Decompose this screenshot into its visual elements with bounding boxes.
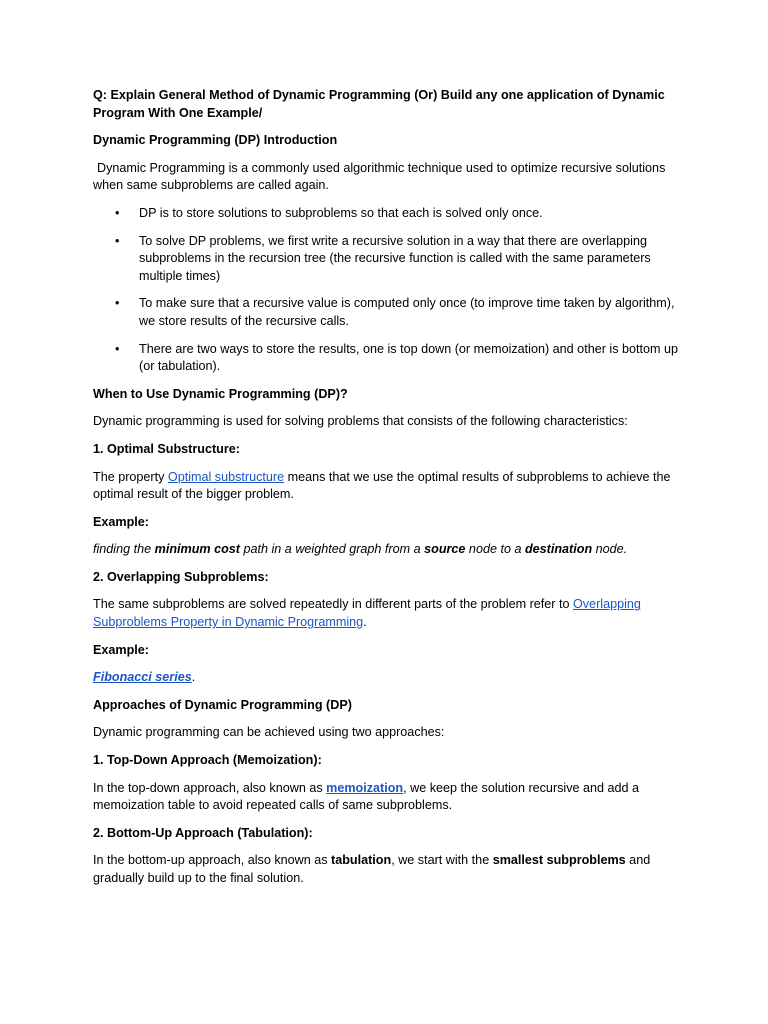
document-body bbox=[93, 87, 678, 898]
bullet-item: • There are two ways to store the results, one is top down (or memoization) and other is bottom up (or tabulation). bbox=[139, 341, 678, 376]
text-span: node to a bbox=[465, 542, 525, 557]
text-span: means that we use the optimal results of subproblems to achieve the optimal result of the bigger problem. bbox=[93, 469, 671, 502]
bullet-item: • To solve DP problems, we first write a recursive solution in a way that there are overlapping subproblems in the recursion tree (the recursive function is called with the same parameters multiple times) bbox=[139, 233, 678, 286]
intro-heading: Dynamic Programming (DP) Introduction bbox=[93, 133, 338, 148]
bottom-up-paragraph bbox=[93, 852, 678, 887]
text-span: finding the bbox=[93, 542, 155, 557]
optimal-substructure-paragraph bbox=[93, 469, 678, 504]
optimal-substructure-link[interactable]: Optimal substructure bbox=[167, 469, 285, 484]
emphasis-text: destination bbox=[524, 542, 593, 557]
bottom-up-heading: 2. Bottom-Up Approach (Tabulation): bbox=[93, 825, 313, 840]
example-label: Example: bbox=[93, 514, 149, 529]
overlap-example-paragraph bbox=[93, 669, 678, 687]
bullet-item: • DP is to store solutions to subproblems so that each is solved only once. bbox=[139, 205, 678, 223]
optimal-example-paragraph bbox=[93, 541, 678, 559]
emphasis-text: source bbox=[424, 542, 466, 557]
text-span: The same subproblems are solved repeatedly in different parts of the problem refer to bbox=[93, 597, 573, 612]
when-paragraph: Dynamic programming is used for solving problems that consists of the following characteristics: bbox=[93, 414, 628, 429]
fibonacci-series-link[interactable]: Fibonacci series bbox=[93, 670, 192, 685]
approaches-paragraph: Dynamic programming can be achieved using two approaches: bbox=[93, 725, 445, 740]
top-down-heading: 1. Top-Down Approach (Memoization): bbox=[93, 753, 322, 768]
text-span: In the bottom-up approach, also known as bbox=[93, 853, 332, 868]
text-span: and gradually build up to the final solution. bbox=[93, 853, 651, 885]
text-span: path in a weighted graph from a bbox=[240, 542, 425, 557]
overlapping-subproblems-heading: 2. Overlapping Subproblems: bbox=[93, 569, 269, 584]
memoization-link[interactable]: memoization bbox=[326, 780, 404, 795]
question-heading: Q: Explain General Method of Dynamic Programming (Or) Build any one application of Dynamic Program With One Example/ bbox=[93, 88, 665, 120]
when-heading: When to Use Dynamic Programming (DP)? bbox=[93, 386, 348, 401]
emphasis-text: tabulation bbox=[331, 853, 392, 868]
emphasis-text: smallest subproblems bbox=[492, 853, 626, 868]
text-span: node. bbox=[592, 542, 628, 557]
overlapping-subproblems-link[interactable]: Overlapping Subproblems Property in Dynamic Programming bbox=[93, 597, 641, 630]
dp-bullet-list bbox=[93, 205, 678, 376]
text-span: , we start with the bbox=[391, 853, 493, 868]
overlapping-subproblems-paragraph bbox=[93, 596, 678, 631]
text-span: , we keep the solution recursive and add a memoization table to avoid repeated calls of same subproblems. bbox=[93, 780, 640, 813]
text-span: . bbox=[363, 615, 367, 630]
text-span: The property bbox=[93, 469, 168, 484]
intro-paragraph: Dynamic Programming is a commonly used algorithmic technique used to optimize recursive solutions when same subproblems are called again. bbox=[93, 160, 666, 193]
text-span: In the top-down approach, also known as bbox=[93, 780, 327, 795]
example-label: Example: bbox=[93, 642, 149, 657]
optimal-substructure-heading: 1. Optimal Substructure: bbox=[93, 441, 240, 456]
bullet-item: • To make sure that a recursive value is computed only once (to improve time taken by algorithm), we store results of the recursive calls. bbox=[139, 295, 678, 330]
text-span: . bbox=[191, 670, 196, 685]
top-down-paragraph bbox=[93, 780, 678, 815]
emphasis-text: minimum cost bbox=[154, 542, 240, 557]
approaches-heading: Approaches of Dynamic Programming (DP) bbox=[93, 697, 352, 712]
